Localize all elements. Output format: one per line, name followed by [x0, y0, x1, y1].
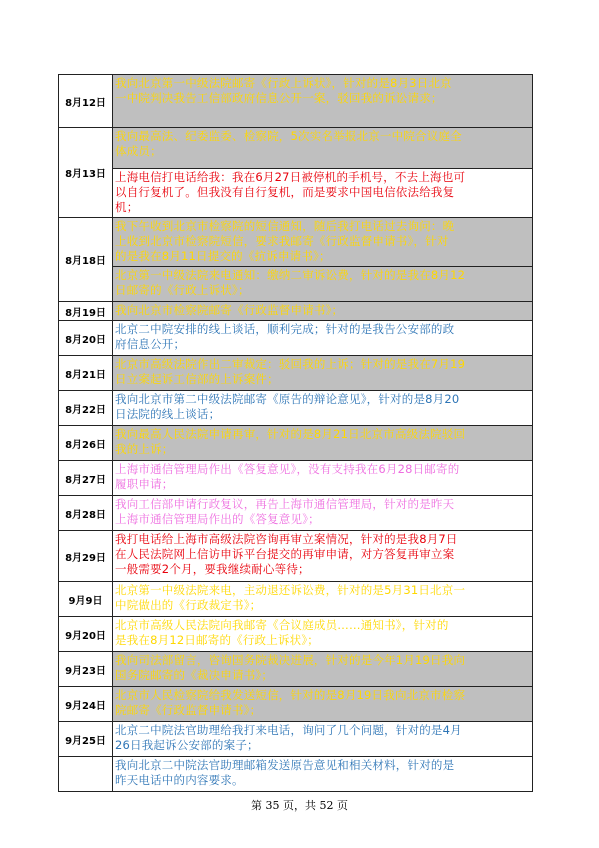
date-cell: 8月19日: [59, 302, 113, 320]
date-cell: 8月22日: [59, 391, 113, 425]
entry-text: 我向北京二中院法官助理邮箱发送原告意见和相关材料，针对的是 昨天电话中的内容要求。: [113, 757, 532, 791]
date-cell: 8月18日: [59, 218, 113, 301]
table-row: [59, 302, 533, 321]
content-cell: [113, 391, 533, 425]
entry-text: 上海市通信管理局作出《答复意见》，没有支持我在6月28日邮寄的 履职申请；: [113, 461, 532, 495]
table-row: [59, 218, 533, 302]
entry-text: 我下午收到北京市检察院的短信通知，随后我打电话过去询问：晚 上收到北京市检察院短信，要求我邮寄《行政监督申请书》，针对 的是我在8月11日提交的《抗诉申请书》；: [113, 218, 532, 266]
entry-text: 我向北京市检察院邮寄《行政监督申请书》；: [113, 302, 532, 320]
entry-text: 我向最高人民法院申请再审，针对的是8月21日北京市高级法院驳回 我的上诉；: [113, 426, 532, 460]
entry-text: 北京市人民检察院给我发送短信，针对的是8月19日我向北京市检察 院邮寄《行政监督申请书》；: [113, 687, 532, 721]
content-cell: [113, 496, 533, 530]
content-cell: [113, 128, 533, 217]
table-row: [59, 75, 533, 128]
table-row: [59, 652, 533, 687]
table-row: [59, 722, 533, 757]
entry-text: 我向司法部留言，咨询国务院裁决进展，针对的是今年1月19日我向 国务院邮寄的《裁决申请书》；: [113, 652, 532, 686]
content-cell: [113, 617, 533, 651]
entry-text: 上海电信打电话给我：我在6月27日被停机的手机号，不去上海也可 以自行复机了。但我没有自行复机，而是要求中国电信依法给我复 机；: [113, 168, 532, 217]
date-cell: [59, 757, 113, 791]
event-table: [58, 74, 533, 792]
date-cell: 9月9日: [59, 582, 113, 616]
table-row: [59, 461, 533, 496]
entry-text: 北京第一中级法院来电，主动退还诉讼费，针对的是5月31日北京一 中院做出的《行政裁定书》；: [113, 582, 532, 616]
date-cell: 8月20日: [59, 321, 113, 355]
content-cell: [113, 75, 533, 127]
entry-text: 我打电话给上海市高级法院咨询再审立案情况，针对的是我8月7日 在人民法院网上信访申诉平台提交的再审申请，对方答复再审立案 一般需要2个月，要我继续耐心等待；: [113, 531, 532, 581]
content-cell: [113, 218, 533, 301]
content-cell: [113, 461, 533, 495]
content-cell: [113, 302, 533, 320]
entry-text: 北京市高级人民法院向我邮寄《合议庭成员……通知书》，针对的 是我在8月12日邮寄的《行政上诉状》；: [113, 617, 532, 651]
content-cell: [113, 582, 533, 616]
content-cell: [113, 426, 533, 460]
table-row: [59, 426, 533, 461]
content-cell: [113, 687, 533, 721]
entry-text: 我向北京市第二中级法院邮寄《原告的辩论意见》，针对的是8月20 日法院的线上谈话；: [113, 391, 532, 425]
content-cell: [113, 531, 533, 581]
page-footer: 第 35 页，共 52 页: [251, 799, 348, 812]
date-cell: 8月29日: [59, 531, 113, 581]
entry-text: 北京二中院安排的线上谈话，顺利完成；针对的是我告公安部的政 府信息公开；: [113, 321, 532, 355]
entry-text: 我向工信部申请行政复议，再告上海市通信管理局，针对的是昨天 上海市通信管理局作出的《答复意见》；: [113, 496, 532, 530]
entry-text: 北京第一中级法院来电通知：缴纳二审诉讼费，针对的是我在8月12 日邮寄的《行政上诉状》；: [113, 266, 532, 301]
date-cell: 8月13日: [59, 128, 113, 217]
table-row: [59, 687, 533, 722]
content-cell: [113, 652, 533, 686]
table-row: [59, 582, 533, 617]
entry-text: 我向北京第一中级法院邮寄《行政上诉状》，针对的是8月3日北京 一中院判决我告工信部政府信息公开一案，驳回我的诉讼请求；: [113, 75, 532, 127]
date-cell: 8月27日: [59, 461, 113, 495]
table-row: [59, 531, 533, 582]
date-cell: 8月21日: [59, 356, 113, 390]
table-row: [59, 496, 533, 531]
date-cell: 9月20日: [59, 617, 113, 651]
table-row: [59, 321, 533, 356]
date-cell: 9月24日: [59, 687, 113, 721]
date-cell: 9月23日: [59, 652, 113, 686]
date-cell: 8月28日: [59, 496, 113, 530]
date-cell: 8月26日: [59, 426, 113, 460]
table-row: [59, 128, 533, 218]
date-cell: 9月25日: [59, 722, 113, 756]
content-cell: [113, 757, 533, 791]
table-row: [59, 391, 533, 426]
content-cell: [113, 321, 533, 355]
entry-text: 北京市高级法院作出二审裁定：驳回我的上诉；针对的是我在7月19 日立案起诉工信部的上诉案件；: [113, 356, 532, 390]
table-row: [59, 757, 533, 792]
date-cell: 8月12日: [59, 75, 113, 127]
entry-text: 我向最高法、纪委监委、检察院，5次实名举报北京一中院合议庭全 体成员；: [113, 128, 532, 168]
entry-text: 北京二中院法官助理给我打来电话，询问了几个问题，针对的是4月 26日我起诉公安部的案子；: [113, 722, 532, 756]
content-cell: [113, 722, 533, 756]
table-row: [59, 356, 533, 391]
content-cell: [113, 356, 533, 390]
table-row: [59, 617, 533, 652]
